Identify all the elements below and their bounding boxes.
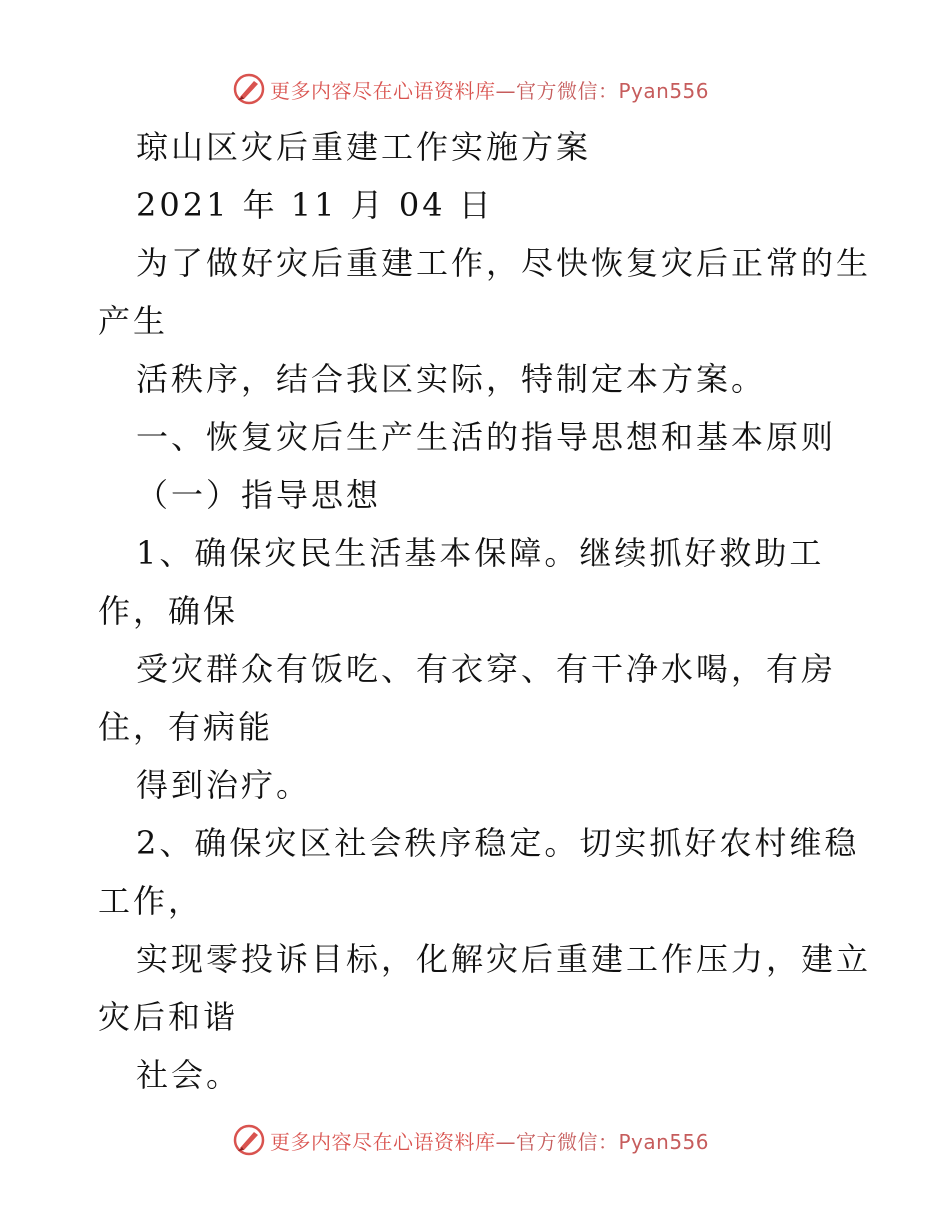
subsection-heading: （一）指导思想: [136, 476, 382, 514]
doc-date: 2021 年 11 月 04 日: [136, 186, 494, 224]
doc-line: 1、确保灾民生活基本保障。继续抓好救助工: [136, 534, 825, 572]
pen-logo-icon: [232, 72, 266, 106]
doc-line: 活秩序，结合我区实际，特制定本方案。: [136, 360, 767, 398]
doc-line: 实现零投诉目标，化解灾后重建工作压力，建立: [136, 940, 872, 978]
doc-line: 受灾群众有饭吃、有衣穿、有干净水喝，有房: [136, 650, 837, 688]
doc-line: 住，有病能: [98, 708, 274, 746]
doc-line: 工作，: [98, 882, 204, 920]
section-heading: 一、恢复灾后生产生活的指导思想和基本原则: [136, 418, 837, 456]
watermark-sub-text: —官方微信：Pyan556: [495, 78, 710, 103]
watermark-header: [232, 72, 709, 106]
doc-line: 为了做好灾后重建工作，尽快恢复灾后正常的生: [136, 244, 872, 282]
doc-line: 灾后和谐: [98, 998, 239, 1036]
watermark-footer: [232, 1123, 709, 1157]
watermark-main-text: 更多内容尽在心语资料库: [270, 1129, 496, 1154]
watermark-main-text: 更多内容尽在心语资料库: [270, 78, 496, 103]
watermark-sub-text: —官方微信：Pyan556: [495, 1129, 710, 1154]
pen-logo-icon: [232, 1123, 266, 1157]
doc-line: 2、确保灾区社会秩序稳定。切实抓好农村维稳: [136, 824, 860, 862]
document-body: [98, 118, 872, 1104]
doc-line: 作，确保: [98, 592, 239, 630]
doc-line: 产生: [98, 302, 169, 340]
doc-line: 社会。: [136, 1056, 242, 1094]
doc-line: 得到治疗。: [136, 766, 312, 804]
doc-title: 琼山区灾后重建工作实施方案: [136, 128, 592, 166]
